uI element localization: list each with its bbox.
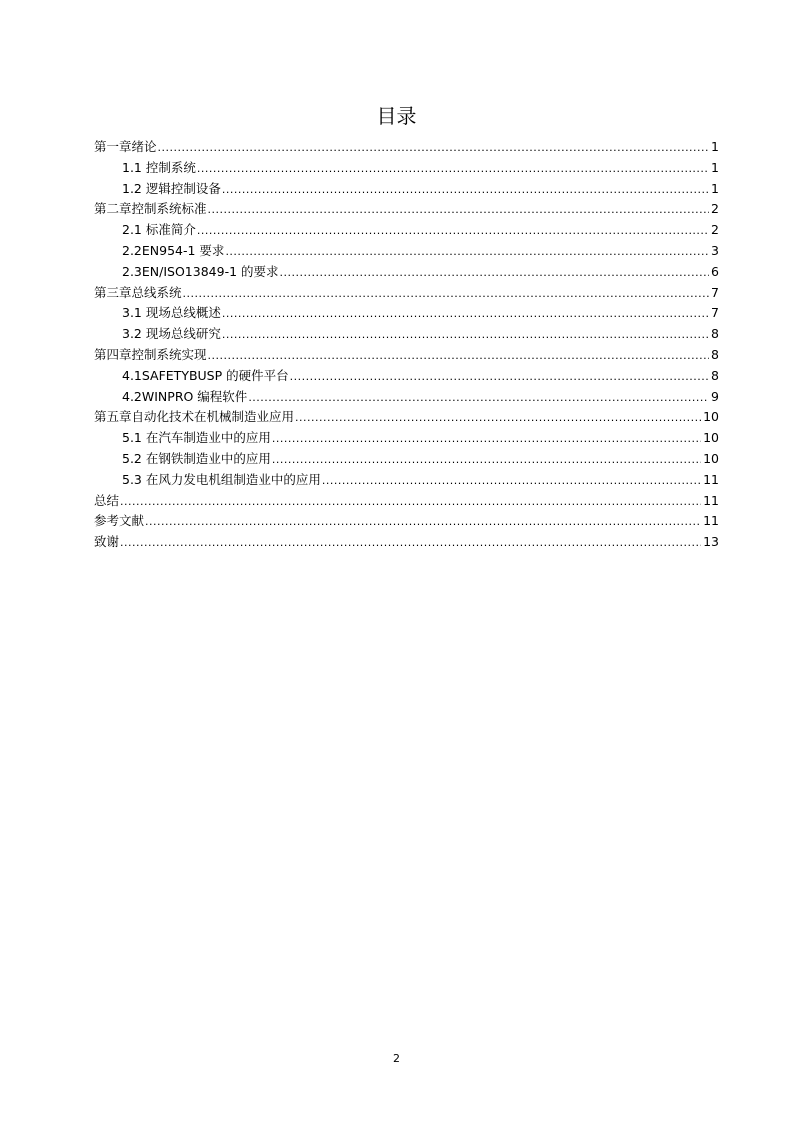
toc-entry[interactable]	[94, 283, 719, 304]
toc-entry-label: 第三章总线系统	[94, 284, 182, 300]
dot-leader	[145, 512, 701, 533]
toc-entry-page: 1	[711, 139, 719, 154]
toc-entry[interactable]	[94, 324, 719, 345]
toc-entry[interactable]	[94, 470, 719, 491]
toc-entry-label: 第五章自动化技术在机械制造业应用	[94, 409, 295, 425]
toc-entry[interactable]	[94, 407, 719, 428]
dot-leader	[280, 263, 710, 284]
dot-leader	[295, 408, 701, 429]
toc-entry-label: 5.1 在汽车制造业中的应用	[122, 430, 271, 446]
toc-entry[interactable]	[94, 532, 719, 553]
toc-entry-page: 3	[711, 242, 719, 258]
toc-entry-label: 2.2EN954-1 要求	[122, 242, 225, 258]
toc-entry-page: 11	[703, 513, 719, 529]
toc-entry[interactable]	[94, 345, 719, 366]
toc-entry[interactable]	[94, 491, 719, 512]
toc-entry[interactable]	[94, 137, 719, 158]
dot-leader	[290, 367, 709, 388]
toc-entry-page: 8	[711, 367, 719, 383]
toc-entry-page: 11	[703, 492, 719, 508]
toc-entry-label: 1.1 控制系统	[122, 159, 196, 175]
toc-entry-label: 1.2 逻辑控制设备	[122, 180, 221, 196]
toc-entry[interactable]	[94, 511, 719, 532]
toc-entry-page: 6	[711, 263, 719, 279]
toc-entry[interactable]	[94, 158, 719, 179]
toc-entry-page: 9	[711, 388, 719, 404]
dot-leader	[120, 492, 701, 513]
toc-entry-label: 2.1 标准简介	[122, 222, 196, 238]
toc-entry-page: 10	[703, 450, 719, 466]
dot-leader	[222, 304, 709, 325]
dot-leader	[272, 429, 701, 450]
toc-entry[interactable]	[94, 241, 719, 262]
toc-entry-label: 4.1SAFETYBUSP 的硬件平台	[122, 367, 289, 383]
toc-entry-label: 2.3EN/ISO13849-1 的要求	[122, 263, 279, 279]
toc-entry-label: 5.2 在钢铁制造业中的应用	[122, 450, 271, 466]
toc-entry-label: 5.3 在风力发电机组制造业中的应用	[122, 471, 321, 487]
toc-entry-label: 总结	[94, 492, 120, 508]
dot-leader	[208, 346, 710, 367]
dot-leader	[322, 471, 701, 492]
dot-leader	[183, 284, 710, 305]
table-of-contents	[94, 137, 719, 553]
toc-entry[interactable]	[94, 366, 719, 387]
toc-entry-label: 第一章绪论	[94, 139, 157, 154]
dot-leader	[158, 138, 710, 159]
toc-entry-page: 13	[703, 534, 719, 550]
toc-entry[interactable]	[94, 303, 719, 324]
toc-entry-page: 2	[711, 222, 719, 238]
dot-leader	[248, 388, 709, 409]
toc-title: 目录	[376, 104, 417, 128]
dot-leader	[222, 325, 709, 346]
toc-entry-page: 1	[711, 159, 719, 175]
toc-entry[interactable]	[94, 262, 719, 283]
page-number: 2	[393, 1052, 400, 1065]
toc-entry-page: 10	[703, 409, 719, 425]
toc-entry-page: 10	[703, 430, 719, 446]
toc-entry-label: 参考文献	[94, 513, 145, 529]
dot-leader	[197, 221, 709, 242]
dot-leader	[272, 450, 701, 471]
toc-entry-page: 8	[711, 346, 719, 362]
toc-entry-page: 1	[711, 180, 719, 196]
dot-leader	[222, 180, 709, 201]
toc-entry[interactable]	[94, 199, 719, 220]
toc-entry-label: 第二章控制系统标准	[94, 201, 207, 217]
toc-entry-label: 3.2 现场总线研究	[122, 326, 221, 342]
toc-entry[interactable]	[94, 220, 719, 241]
toc-entry-label: 致谢	[94, 534, 120, 550]
toc-entry[interactable]	[94, 449, 719, 470]
toc-entry[interactable]	[94, 179, 719, 200]
dot-leader	[208, 200, 710, 221]
toc-entry-label: 4.2WINPRO 编程软件	[122, 388, 248, 404]
toc-entry-page: 7	[711, 284, 719, 300]
toc-entry[interactable]	[94, 428, 719, 449]
toc-entry-page: 8	[711, 326, 719, 342]
toc-entry-page: 2	[711, 201, 719, 217]
toc-entry[interactable]	[94, 387, 719, 408]
toc-entry-page: 11	[703, 471, 719, 487]
toc-entry-label: 3.1 现场总线概述	[122, 305, 221, 321]
dot-leader	[120, 533, 701, 554]
toc-entry-label: 第四章控制系统实现	[94, 346, 207, 362]
dot-leader	[225, 242, 709, 263]
dot-leader	[197, 159, 709, 180]
toc-entry-page: 7	[711, 305, 719, 321]
